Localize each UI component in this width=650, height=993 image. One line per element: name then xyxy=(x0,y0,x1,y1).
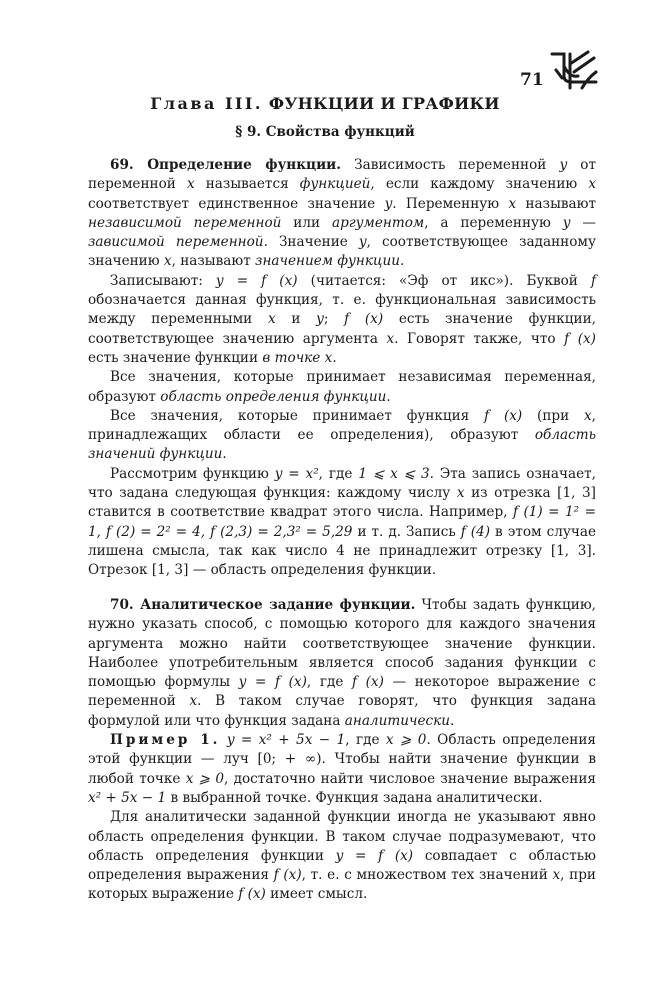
stylized-ornament-icon xyxy=(548,48,600,96)
chapter-prefix: Глава III. xyxy=(150,94,263,113)
page-number: 71 xyxy=(520,70,544,90)
section-69 xyxy=(88,156,596,581)
term: независимой переменной xyxy=(88,214,282,231)
paragraph: Все значения, которые принимает независимая переменная, образуют область определения функции. xyxy=(88,369,596,405)
section-title: § 9. Свойства функций xyxy=(235,124,415,140)
term: аргументом xyxy=(332,214,425,231)
term: значением функции xyxy=(255,253,400,270)
paragraph: Рассмотрим функцию y = x², где 1 ⩽ x ⩽ 3. Эта запись означает, что задана следующая функция: каждому числу x из отрезка [1, 3] ставится в соответствие квадрат этого числа. Например, f (1) = 1² = 1, f (2) = 2² = 4, f (2,3) = 2,3² = 5,29 и т. д. Запись f (4) в этом случае лишена смысла, так как число 4 не принадлежит отрезку [1, 3]. Отрезок [1, 3] — область определения функции. xyxy=(88,465,597,579)
example-paragraph: Пример 1. y = x² + 5x − 1, где x ⩾ 0. Область определения этой функции — луч [0; + ∞). Чтобы найти значение функции в любой точке x ⩾ 0, достаточно найти числовое значение выражения x² + 5x − 1 в выбранной точке. Функция задана аналитически. xyxy=(88,732,596,806)
paragraph: 70. Аналитическое задание функции. Чтобы задать функцию, нужно указать способ, с помощью которого для каждого значения аргумента можно найти соответствующее значение функции. Наиболее употребительным является способ задания функции с помощью формулы y = f (x), где f (x) — некоторое выражение с переменной x. В таком случае говорят, что функция задана формулой или что функция задана аналитически. xyxy=(88,597,597,729)
section-heading: 69. Определение функции. xyxy=(110,157,341,173)
paragraph: 69. Определение функции. Зависимость переменной y от переменной x называется функцией, если каждому значению x соответствует единственное значение y. Переменную x называют независимой переменной или аргументом, а переменную y — зависимой переменной. Значение y, соответствующее заданному значению x, называют значением функции. xyxy=(88,157,597,270)
section-70 xyxy=(88,596,596,905)
term: область значений функции xyxy=(88,427,596,463)
term: функцией xyxy=(299,176,371,193)
paragraph: Для аналитически заданной функции иногда не указывают явно область определения функции. В таком случае подразумевают, что область определения функции y = f (x) совпадает с областью определения выражения f (x), т. е. с множеством тех значений x, при которых выражение f (x) имеет смысл. xyxy=(88,809,596,903)
term: область определения функции xyxy=(160,388,387,405)
term: аналитически xyxy=(344,712,450,729)
chapter-title xyxy=(0,94,650,113)
section-heading: 70. Аналитическое задание функции. xyxy=(110,597,416,613)
paragraph: Записывают: y = f (x) (читается: «Эф от икс»). Буквой f обозначается данная функция, т. е. функциональная зависимость между переменными x и y; f (x) есть значение функции, соответствующее значению аргумента x. Говорят также, что f (x) есть значение функции в точке x. xyxy=(88,272,596,366)
term: зависимой переменной xyxy=(88,234,264,251)
example-label: Пример 1. xyxy=(110,732,221,749)
term: в точке x xyxy=(262,349,333,366)
chapter-name: ФУНКЦИИ И ГРАФИКИ xyxy=(268,94,500,113)
paragraph: Все значения, которые принимает функция f (x) (при x, принадлежащих области ее определения), образуют область значений функции. xyxy=(88,407,596,463)
